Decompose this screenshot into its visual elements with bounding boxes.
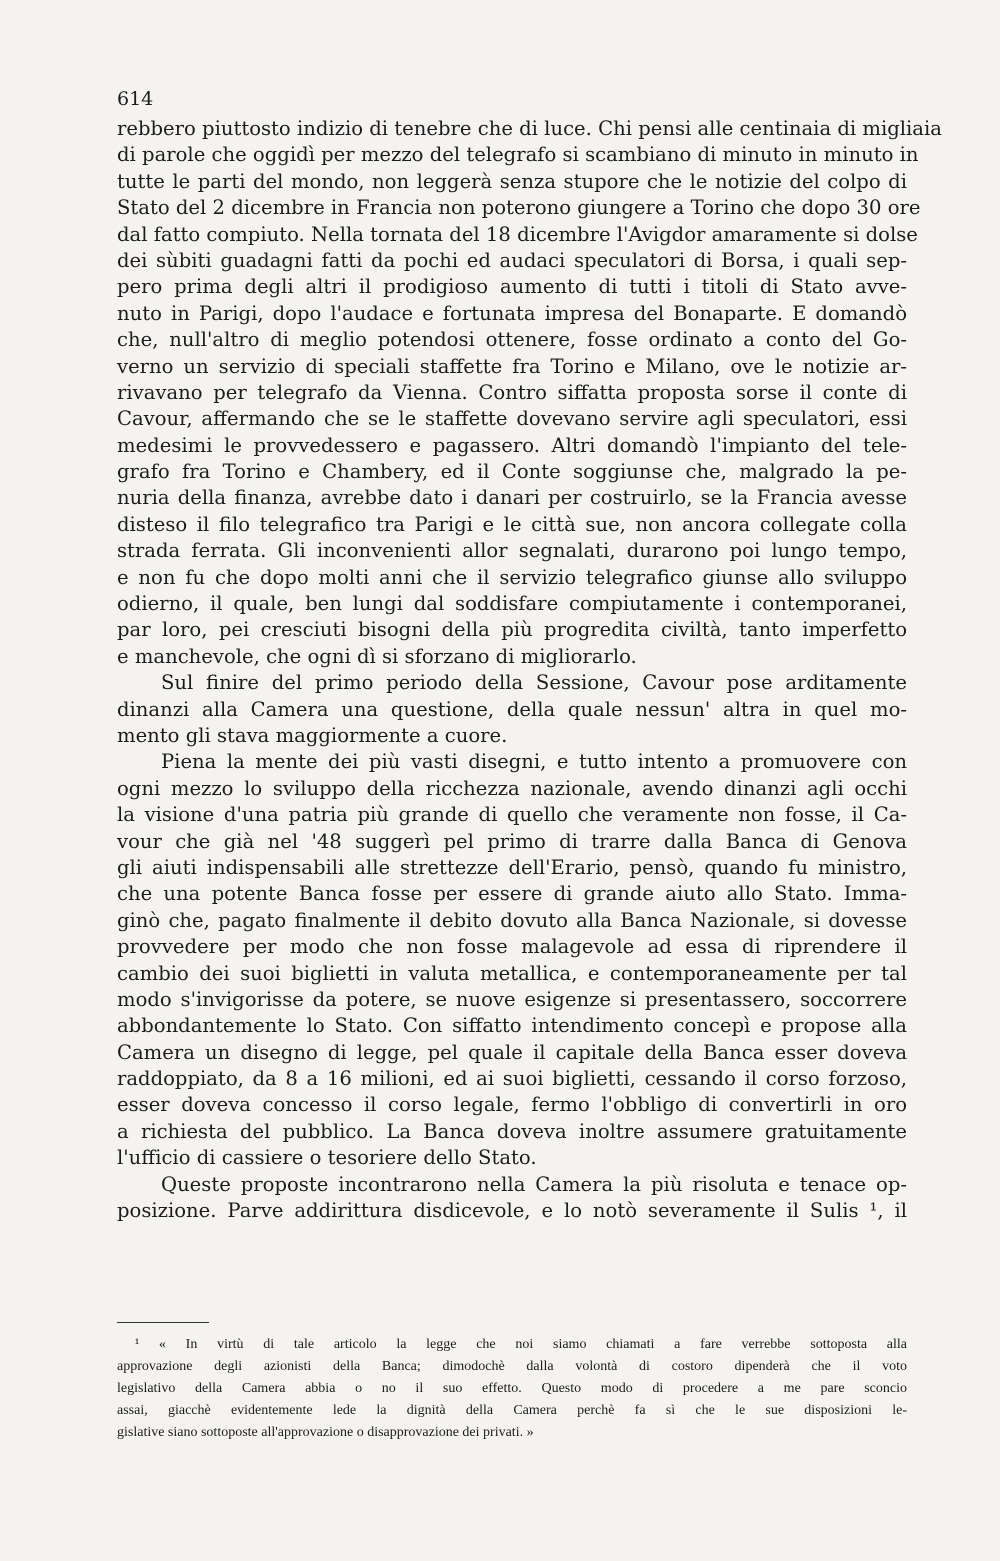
- text-line: nuria della finanza, avrebbe dato i danari per costruirlo, se la Francia avesse: [117, 486, 907, 510]
- text-line: rivavano per telegrafo da Vienna. Contro siffatta proposta sorse il conte di: [117, 380, 907, 404]
- text-line: a richiesta del pubblico. La Banca doveva inoltre assumere gratuitamente: [117, 1119, 907, 1143]
- page-number: 614: [117, 88, 154, 110]
- footnote-separator: [117, 1322, 209, 1323]
- footnote-line: legislativo della Camera abbia o no il suo effetto. Questo modo di procedere a me pare sconcio: [117, 1381, 907, 1396]
- text-line: Cavour, affermando che se le staffette dovevano servire agli speculatori, essi: [117, 407, 907, 431]
- text-line: la visione d'una patria più grande di quello che veramente non fosse, il Ca-: [117, 803, 907, 827]
- text-line: gli aiuti indispensabili alle strettezze dell'Erario, pensò, quando fu ministro,: [117, 855, 907, 879]
- text-line: di parole che oggidì per mezzo del telegrafo si scambiano di minuto in minuto in: [117, 143, 919, 167]
- footnote-line: ¹ « In virtù di tale articolo la legge che noi siamo chiamati a fare verrebbe sottoposta alla: [135, 1337, 907, 1352]
- text-line: par loro, pei cresciuti bisogni della più progredita civiltà, tanto imperfetto: [117, 618, 907, 642]
- text-line: verno un servizio di speciali staffette fra Torino e Milano, ove le notizie ar-: [117, 354, 907, 378]
- footnote-line: gislative siano sottoposte all'approvazione o disapprovazione dei privati. »: [117, 1425, 534, 1440]
- text-line: cambio dei suoi biglietti in valuta metallica, e contemporaneamente per tal: [117, 961, 907, 985]
- footnote-line: approvazione degli azionisti della Banca; dimodochè dalla volontà di costoro dipenderà che il voto: [117, 1359, 907, 1374]
- text-line: e non fu che dopo molti anni che il servizio telegrafico giunse allo sviluppo: [117, 565, 907, 589]
- text-line: disteso il filo telegrafico tra Parigi e le città sue, non ancora collegate colla: [117, 512, 907, 536]
- footnotes: [117, 1334, 907, 1444]
- text-line: odierno, il quale, ben lungi dal soddisfare compiutamente i contemporanei,: [117, 592, 907, 616]
- text-line: modo s'invigorisse da potere, se nuove esigenze si presentassero, soccorrere: [117, 987, 907, 1011]
- text-line: esser doveva concesso il corso legale, fermo l'obbligo di convertirli in oro: [117, 1093, 907, 1117]
- text-line: raddoppiato, da 8 a 16 milioni, ed ai suoi biglietti, cessando il corso forzoso,: [117, 1067, 907, 1091]
- main-text: [117, 116, 942, 1224]
- text-line: ogni mezzo lo sviluppo della ricchezza nazionale, avendo dinanzi agli occhi: [117, 776, 907, 800]
- text-line: Camera un disegno di legge, pel quale il capitale della Banca esser doveva: [117, 1040, 907, 1064]
- text-line: Queste proposte incontrarono nella Camera la più risoluta e tenace op-: [161, 1172, 907, 1196]
- text-line: pero prima degli altri il prodigioso aumento di tutti i titoli di Stato avve-: [117, 275, 907, 299]
- text-line: posizione. Parve addirittura disdicevole, e lo notò severamente il Sulis ¹, il: [117, 1199, 907, 1223]
- footnote-line: assai, giacchè evidentemente lede la dignità della Camera perchè fa sì che le sue disposizioni le-: [117, 1403, 907, 1418]
- text-line: Stato del 2 dicembre in Francia non poterono giungere a Torino che dopo 30 ore: [117, 196, 921, 220]
- text-line: dal fatto compiuto. Nella tornata del 18 dicembre l'Avigdor amaramente si dolse: [117, 222, 918, 246]
- text-line: Piena la mente dei più vasti disegni, e tutto intento a promuovere con: [161, 750, 907, 774]
- text-line: e manchevole, che ogni dì si sforzano di migliorarlo.: [117, 644, 637, 668]
- text-line: rebbero piuttosto indizio di tenebre che di luce. Chi pensi alle centinaia di migliaia: [117, 117, 942, 140]
- text-line: l'ufficio di cassiere o tesoriere dello Stato.: [117, 1146, 537, 1170]
- text-line: medesimi le provvedessero e pagassero. Altri domandò l'impianto del tele-: [117, 433, 907, 457]
- text-line: dinanzi alla Camera una questione, della quale nessun' altra in quel mo-: [117, 697, 907, 721]
- text-line: abbondantemente lo Stato. Con siffatto intendimento concepì e propose alla: [117, 1014, 907, 1038]
- text-line: strada ferrata. Gli inconvenienti allor segnalati, durarono poi lungo tempo,: [117, 539, 907, 563]
- text-line: nuto in Parigi, dopo l'audace e fortunata impresa del Bonaparte. E domandò: [117, 301, 907, 325]
- text-line: mento gli stava maggiormente a cuore.: [117, 723, 508, 747]
- text-line: provvedere per modo che non fosse malagevole ad essa di riprendere il: [117, 935, 907, 959]
- text-line: dei sùbiti guadagni fatti da pochi ed audaci speculatori di Borsa, i quali sep-: [117, 248, 907, 272]
- text-line: tutte le parti del mondo, non leggerà senza stupore che le notizie del colpo di: [117, 169, 907, 193]
- text-line: che, null'altro di meglio potendosi ottenere, fosse ordinato a conto del Go-: [117, 328, 907, 352]
- text-line: che una potente Banca fosse per essere di grande aiuto allo Stato. Imma-: [117, 882, 907, 906]
- text-line: ginò che, pagato finalmente il debito dovuto alla Banca Nazionale, si dovesse: [117, 908, 907, 932]
- text-line: grafo fra Torino e Chambery, ed il Conte soggiunse che, malgrado la pe-: [117, 460, 907, 484]
- text-line: Sul finire del primo periodo della Sessione, Cavour pose arditamente: [161, 671, 907, 695]
- text-line: vour che già nel '48 suggerì pel primo di trarre dalla Banca di Genova: [117, 829, 907, 853]
